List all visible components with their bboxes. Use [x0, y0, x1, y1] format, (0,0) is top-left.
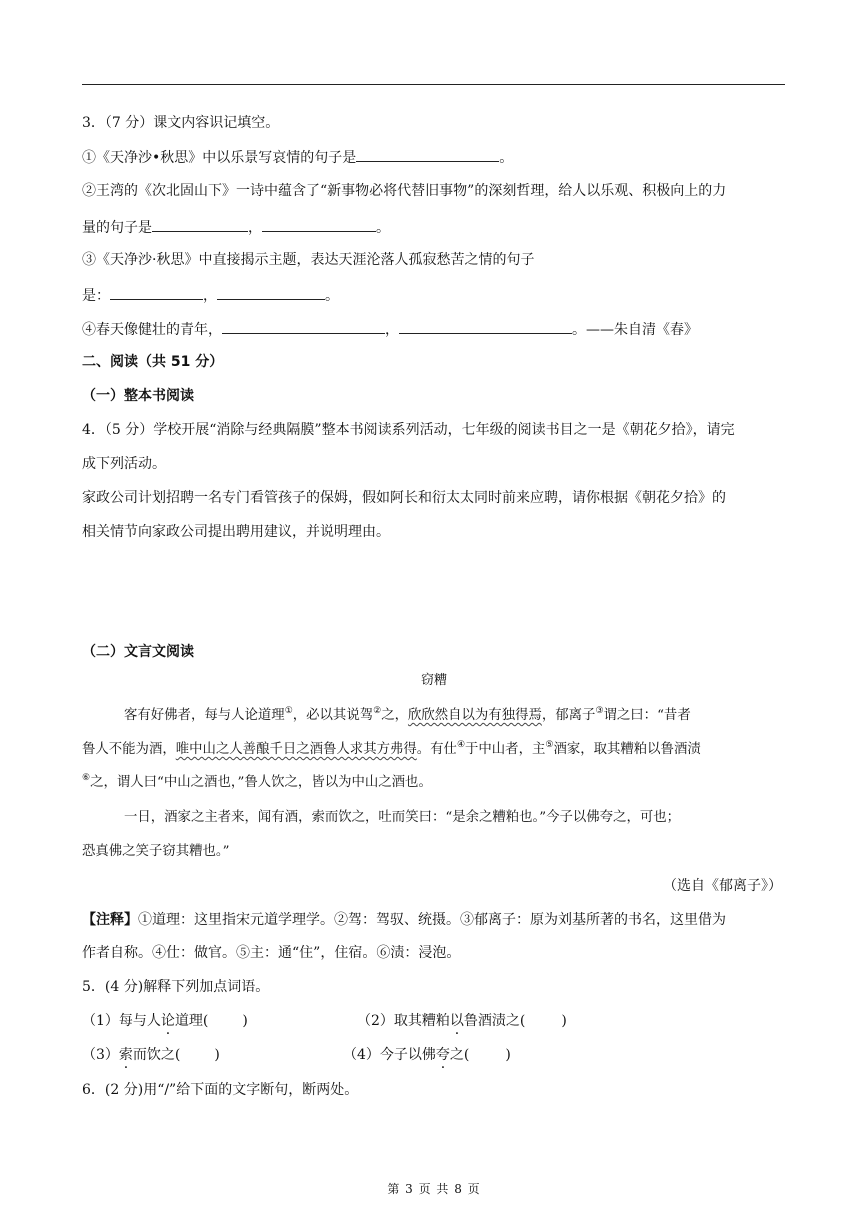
q5-title: 5．(4 分)解释下列加点词语。	[82, 979, 270, 995]
answer-blank[interactable]	[152, 216, 248, 232]
q5-item-4: （4）今子以佛夸之( )	[343, 1047, 511, 1063]
answer-blank[interactable]	[356, 146, 499, 162]
q3-item-1: ①《天净沙•秋思》中以乐景写哀情的句子是 。	[82, 146, 513, 166]
dotted-word: 论	[160, 1013, 175, 1029]
passage-line-5: 恐真佛之笑子窃其糟也。”	[82, 844, 230, 859]
q4-line-1: 4．（5 分）学校开展“消除与经典隔膜”整本书阅读系列活动，七年级的阅读书目之一是《朝花夕拾》，请完	[82, 422, 735, 438]
dotted-word: 夸	[435, 1047, 450, 1063]
notes-label: 【注释】	[82, 912, 138, 928]
answer-blank[interactable]	[262, 216, 376, 232]
notes-line-1: 【注释】①道理：这里指宋元道学理学。②驾：驾驭、统摄。③郁离子：原为刘基所著的书名，这里借为	[82, 912, 726, 928]
dotted-word: 以	[449, 1013, 464, 1029]
notes-line-2: 作者自称。④仕：做官。⑤主：通“住”，住宿。⑥渍：浸泡。	[82, 945, 461, 961]
q4-line-2: 成下列活动。	[82, 456, 166, 472]
subsection-1-title: （一）整本书阅读	[82, 388, 194, 404]
section-2-title: 二、阅读（共 51 分）	[82, 354, 224, 370]
passage-line-2: 鲁人不能为酒，唯中山之人善酿千日之酒鲁人求其方弗得。有仕④于中山者，主⑤酒家，取其糟粕以鲁酒渍	[82, 740, 701, 757]
answer-blank[interactable]	[399, 318, 572, 334]
wavy-underlined-sentence: 欣欣然自以为有独得焉	[407, 708, 542, 723]
q4-line-3: 家政公司计划招聘一名专门看管孩子的保姆，假如阿长和衍太太同时前来应聘，请你根据《朝花夕拾》的	[82, 490, 726, 506]
passage-source: （选自《郁离子》）	[663, 878, 782, 894]
q6-title: 6．(2 分)用“/”给下面的文字断句，断两处。	[82, 1082, 359, 1098]
answer-blank[interactable]	[110, 284, 203, 300]
q5-item-2: （2）取其糟粕以鲁酒渍之( )	[357, 1013, 567, 1029]
q3-title: 3．（7 分）课文内容识记填空。	[82, 115, 280, 131]
answer-blank[interactable]	[222, 318, 385, 334]
passage-line-4: 一日，酒家之主者来，闻有酒，索而饮之，吐而笑曰：“是余之糟粕也。”今子以佛夸之，可也；	[124, 810, 681, 825]
q5-item-3: （3）索而饮之( )	[82, 1047, 220, 1063]
q3-item-2-line2: 量的句子是 ， 。	[82, 216, 390, 236]
q3-item-4: ④春天像健壮的青年， ， 。——朱自清《春》	[82, 318, 698, 338]
passage-title: 窃糟	[420, 673, 447, 688]
dotted-word: 索	[118, 1047, 133, 1063]
q3-item-2-line1: ②王湾的《次北固山下》一诗中蕴含了“新事物必将代替旧事物”的深刻哲理，给人以乐观、积极向上的力	[82, 183, 727, 199]
header-rule	[82, 84, 785, 85]
q4-line-4: 相关情节向家政公司提出聘用建议，并说明理由。	[82, 524, 390, 540]
wavy-underlined-sentence: 唯中山之人善酿千日之酒鲁人求其方弗得	[175, 742, 417, 757]
answer-blank[interactable]	[217, 284, 325, 300]
q3-item-3-line2: 是： ， 。	[82, 284, 339, 304]
q5-item-1: （1）每与人论道理( )	[82, 1013, 248, 1029]
subsection-2-title: （二）文言文阅读	[82, 644, 194, 660]
page-footer: 第 3 页 共 8 页	[387, 1182, 481, 1196]
passage-line-1: 客有好佛者，每与人论道理①，必以其说驾②之，欣欣然自以为有独得焉，郁离子③谓之曰：“昔者	[124, 706, 691, 723]
passage-line-3: ⑥之，谓人曰“中山之酒也，”鲁人饮之，皆以为中山之酒也。	[82, 773, 432, 790]
q3-item-3-line1: ③《天净沙·秋思》中直接揭示主题，表达天涯沦落人孤寂愁苦之情的句子	[82, 252, 535, 268]
